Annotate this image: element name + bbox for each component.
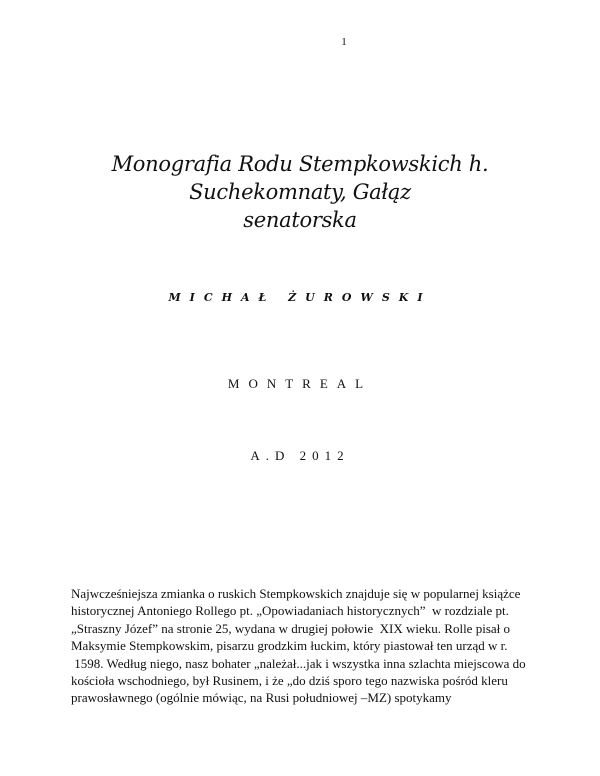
page-number: 1	[341, 36, 347, 48]
author-name: MICHAŁ ŻUROWSKI	[168, 291, 432, 304]
document-title	[40, 150, 560, 234]
body-line: Najwcześniejsza zmianka o ruskich Stempkowskich znajduje się w popularnej książce	[71, 586, 521, 601]
body-paragraph	[71, 585, 561, 707]
body-line: „Straszny Józef” na stronie 25, wydana w drugiej połowie XIX wieku. Rolle pisał o	[71, 620, 511, 636]
title-line-1: Monografia Rodu Stempkowskich h. Suchekomnaty, Gałąz	[111, 152, 489, 204]
body-line: kościoła wschodniego, był Rusinem, i że „do dziś sporo tego nazwiska pośród kleru	[71, 673, 508, 689]
publication-date: A.D 2012	[250, 448, 350, 463]
publication-city: MONTREAL	[227, 376, 373, 391]
body-line: historycznej Antoniego Rollego pt. „Opowiadaniach historycznych” w rozdziale pt.	[71, 603, 509, 619]
body-line: Maksymie Stempkowskim, pisarzu grodzkim łuckim, który piastował ten urząd w r.	[71, 638, 508, 654]
body-line: prawosławnego (ogólnie mówiąc, na Rusi południowej –MZ) spotykamy	[71, 690, 452, 706]
body-line: 1598. Według niego, nasz bohater „należał...jak i wszystka inna szlachta miejscowa do	[71, 655, 526, 671]
title-line-2: senatorska	[243, 208, 357, 232]
